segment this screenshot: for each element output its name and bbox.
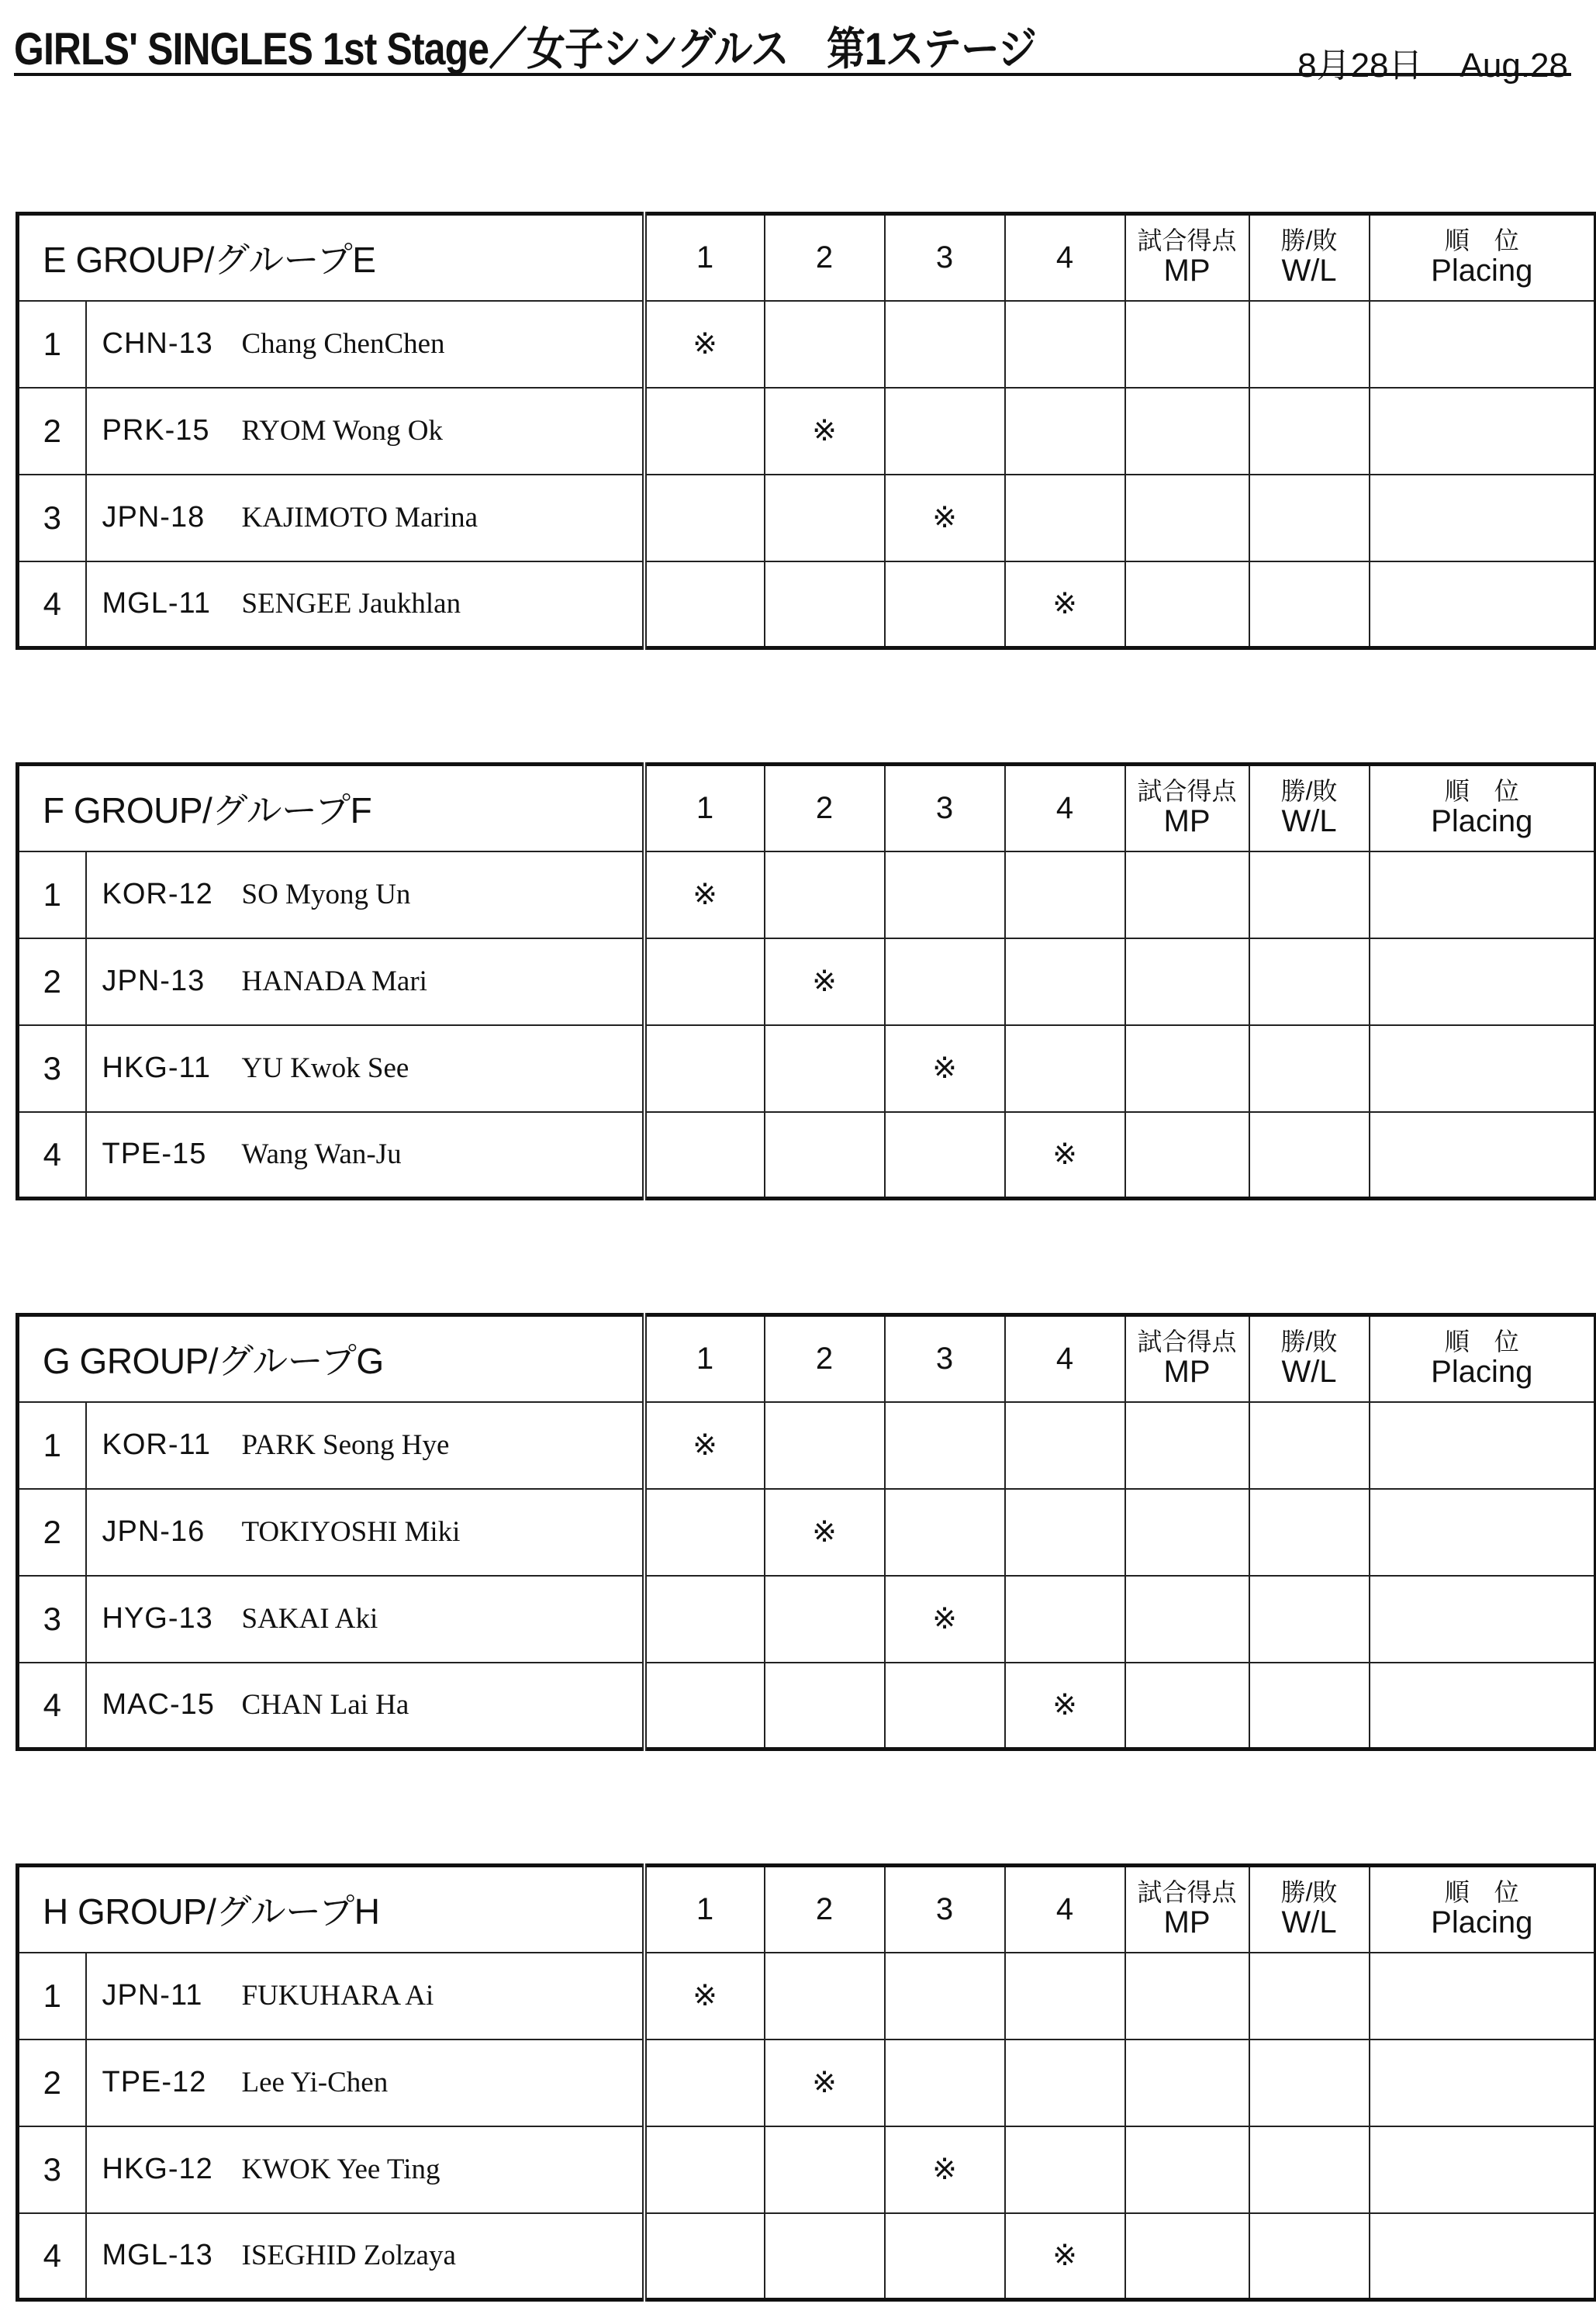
wl-cell	[1249, 1953, 1370, 2040]
mp-column-header-en: MP	[1163, 1905, 1211, 1940]
mp-cell	[1125, 938, 1249, 1025]
player-code: TPE-12	[102, 2066, 207, 2098]
mp-cell	[1125, 1025, 1249, 1112]
score-cell	[885, 1402, 1005, 1489]
player-index: 4	[18, 2213, 86, 2300]
placing-column-header-jp: 順 位	[1444, 226, 1519, 255]
wl-cell	[1249, 561, 1370, 648]
player-name: Wang Wan-Ju	[241, 1138, 402, 1171]
table-row	[18, 2213, 1596, 2300]
opponent-column-header: 4	[1005, 1315, 1125, 1402]
mp-column-header-jp: 試合得点	[1137, 777, 1237, 806]
player-index: 2	[18, 938, 86, 1025]
player-index: 2	[18, 1489, 86, 1576]
mp-cell	[1125, 388, 1249, 475]
player-cell	[86, 1576, 644, 1663]
player-name: SAKAI Aki	[241, 1603, 378, 1635]
placing-column-header	[1370, 214, 1596, 301]
placing-column-header-jp: 順 位	[1444, 1878, 1519, 1907]
placing-cell	[1370, 475, 1596, 561]
player-name: YU Kwok See	[241, 1052, 409, 1084]
player-code: KOR-12	[102, 878, 213, 910]
opponent-column-header: 3	[885, 214, 1005, 301]
wl-cell	[1249, 851, 1370, 938]
mp-column-header-en: MP	[1163, 804, 1211, 839]
date-en: Aug.28	[1460, 47, 1568, 85]
self-match-mark: ※	[644, 1402, 765, 1489]
score-cell	[885, 561, 1005, 648]
self-match-mark: ※	[644, 301, 765, 388]
player-index: 4	[18, 1663, 86, 1749]
self-match-mark: ※	[885, 1025, 1005, 1112]
table-row	[18, 1953, 1596, 2040]
score-cell	[1005, 938, 1125, 1025]
self-match-mark: ※	[1005, 1112, 1125, 1199]
placing-cell	[1370, 2213, 1596, 2300]
placing-cell	[1370, 938, 1596, 1025]
score-cell	[1005, 388, 1125, 475]
wl-column-header-jp: 勝/敗	[1280, 226, 1338, 255]
score-cell	[885, 938, 1005, 1025]
group-name: F GROUP/グループF	[18, 765, 644, 851]
score-cell	[885, 1489, 1005, 1576]
group-table	[16, 762, 1596, 1200]
score-cell	[885, 2213, 1005, 2300]
score-cell	[644, 1112, 765, 1199]
wl-column-header-jp: 勝/敗	[1280, 1878, 1338, 1907]
score-cell	[765, 561, 885, 648]
score-cell	[765, 2126, 885, 2213]
player-cell	[86, 851, 644, 938]
wl-cell	[1249, 388, 1370, 475]
mp-cell	[1125, 1576, 1249, 1663]
table-row	[18, 1112, 1596, 1199]
wl-column-header	[1249, 1866, 1370, 1953]
mp-cell	[1125, 1489, 1249, 1576]
self-match-mark: ※	[885, 1576, 1005, 1663]
mp-column-header-en: MP	[1163, 254, 1211, 288]
player-cell	[86, 938, 644, 1025]
placing-cell	[1370, 2040, 1596, 2126]
self-match-mark: ※	[1005, 2213, 1125, 2300]
player-name: FUKUHARA Ai	[241, 1980, 434, 2012]
player-cell	[86, 561, 644, 648]
table-row	[18, 1576, 1596, 1663]
wl-column-header-jp: 勝/敗	[1280, 777, 1338, 806]
player-name: SO Myong Un	[241, 879, 411, 910]
player-name: HANADA Mari	[241, 965, 427, 997]
placing-cell	[1370, 851, 1596, 938]
score-cell	[644, 2126, 765, 2213]
mp-cell	[1125, 1953, 1249, 2040]
score-cell	[885, 1112, 1005, 1199]
player-index: 1	[18, 301, 86, 388]
wl-cell	[1249, 1112, 1370, 1199]
self-match-mark: ※	[765, 938, 885, 1025]
player-code: TPE-15	[102, 1138, 207, 1171]
score-cell	[1005, 475, 1125, 561]
player-name: SENGEE Jaukhlan	[241, 588, 461, 620]
score-cell	[1005, 1025, 1125, 1112]
player-name: KAJIMOTO Marina	[241, 502, 478, 534]
wl-column-header	[1249, 1315, 1370, 1402]
player-index: 2	[18, 2040, 86, 2126]
player-code: HKG-11	[102, 1052, 211, 1084]
table-row	[18, 851, 1596, 938]
player-cell	[86, 301, 644, 388]
group-header-row	[18, 214, 1596, 301]
self-match-mark: ※	[765, 388, 885, 475]
player-code: HYG-13	[102, 1602, 213, 1635]
mp-cell	[1125, 2213, 1249, 2300]
score-cell	[765, 1402, 885, 1489]
opponent-column-header: 2	[765, 1315, 885, 1402]
wl-cell	[1249, 1402, 1370, 1489]
mp-column-header-jp: 試合得点	[1137, 1878, 1237, 1907]
score-cell	[644, 475, 765, 561]
mp-column-header	[1125, 214, 1249, 301]
wl-cell	[1249, 2213, 1370, 2300]
table-row	[18, 938, 1596, 1025]
player-code: HKG-12	[102, 2153, 213, 2185]
wl-cell	[1249, 1576, 1370, 1663]
table-row	[18, 1663, 1596, 1749]
mp-column-header-jp: 試合得点	[1137, 226, 1237, 255]
mp-cell	[1125, 1663, 1249, 1749]
mp-column-header-en: MP	[1163, 1355, 1211, 1390]
placing-column-header-en: Placing	[1431, 1355, 1533, 1390]
score-cell	[765, 301, 885, 388]
score-cell	[885, 1663, 1005, 1749]
placing-cell	[1370, 1112, 1596, 1199]
score-cell	[1005, 1489, 1125, 1576]
player-code: MGL-11	[102, 587, 211, 620]
score-cell	[765, 1576, 885, 1663]
player-index: 4	[18, 1112, 86, 1199]
opponent-column-header: 4	[1005, 1866, 1125, 1953]
self-match-mark: ※	[885, 475, 1005, 561]
player-cell	[86, 475, 644, 561]
table-row	[18, 2040, 1596, 2126]
score-cell	[765, 851, 885, 938]
opponent-column-header: 1	[644, 1315, 765, 1402]
mp-cell	[1125, 851, 1249, 938]
player-index: 1	[18, 851, 86, 938]
placing-cell	[1370, 561, 1596, 648]
score-cell	[1005, 2040, 1125, 2126]
placing-column-header-en: Placing	[1431, 804, 1533, 839]
mp-column-header	[1125, 765, 1249, 851]
score-cell	[644, 388, 765, 475]
player-cell	[86, 1489, 644, 1576]
opponent-column-header: 1	[644, 765, 765, 851]
player-index: 1	[18, 1402, 86, 1489]
self-match-mark: ※	[765, 1489, 885, 1576]
wl-column-header	[1249, 765, 1370, 851]
self-match-mark: ※	[885, 2126, 1005, 2213]
wl-column-header-en: W/L	[1281, 1905, 1337, 1940]
placing-cell	[1370, 2126, 1596, 2213]
player-index: 1	[18, 1953, 86, 2040]
group-header-row	[18, 1866, 1596, 1953]
opponent-column-header: 4	[1005, 765, 1125, 851]
mp-cell	[1125, 475, 1249, 561]
player-cell	[86, 388, 644, 475]
player-code: KOR-11	[102, 1428, 211, 1461]
score-cell	[644, 561, 765, 648]
mp-column-header-jp: 試合得点	[1137, 1328, 1237, 1356]
player-name: RYOM Wong Ok	[241, 415, 443, 447]
mp-cell	[1125, 1402, 1249, 1489]
player-cell	[86, 1025, 644, 1112]
player-name: Lee Yi-Chen	[241, 2067, 389, 2098]
mp-cell	[1125, 561, 1249, 648]
placing-column-header	[1370, 765, 1596, 851]
score-cell	[644, 1025, 765, 1112]
opponent-column-header: 3	[885, 1866, 1005, 1953]
table-row	[18, 388, 1596, 475]
wl-cell	[1249, 1025, 1370, 1112]
page-header	[14, 8, 1571, 85]
placing-cell	[1370, 1576, 1596, 1663]
score-cell	[644, 2213, 765, 2300]
player-code: JPN-18	[102, 501, 206, 534]
score-cell	[885, 388, 1005, 475]
score-cell	[885, 1953, 1005, 2040]
player-code: MGL-13	[102, 2239, 213, 2272]
score-cell	[644, 1489, 765, 1576]
opponent-column-header: 3	[885, 1315, 1005, 1402]
player-index: 3	[18, 1025, 86, 1112]
self-match-mark: ※	[1005, 1663, 1125, 1749]
player-cell	[86, 1112, 644, 1199]
mp-cell	[1125, 2126, 1249, 2213]
opponent-column-header: 2	[765, 214, 885, 301]
wl-cell	[1249, 475, 1370, 561]
score-cell	[644, 1576, 765, 1663]
score-cell	[644, 1663, 765, 1749]
table-row	[18, 1402, 1596, 1489]
wl-cell	[1249, 2040, 1370, 2126]
placing-column-header-en: Placing	[1431, 1905, 1533, 1940]
group-table	[16, 1863, 1596, 2302]
score-cell	[1005, 1953, 1125, 2040]
group-name: E GROUP/グループE	[18, 214, 644, 301]
wl-cell	[1249, 2126, 1370, 2213]
table-row	[18, 301, 1596, 388]
score-cell	[765, 1025, 885, 1112]
placing-cell	[1370, 301, 1596, 388]
wl-column-header-en: W/L	[1281, 1355, 1337, 1390]
player-name: Chang ChenChen	[241, 328, 445, 360]
player-code: JPN-13	[102, 965, 206, 997]
mp-cell	[1125, 301, 1249, 388]
score-cell	[1005, 1402, 1125, 1489]
score-cell	[1005, 301, 1125, 388]
score-cell	[765, 1953, 885, 2040]
opponent-column-header: 4	[1005, 214, 1125, 301]
player-index: 3	[18, 1576, 86, 1663]
player-cell	[86, 1663, 644, 1749]
score-cell	[644, 938, 765, 1025]
table-row	[18, 2126, 1596, 2213]
score-cell	[765, 1112, 885, 1199]
wl-cell	[1249, 1489, 1370, 1576]
placing-cell	[1370, 1489, 1596, 1576]
player-index: 2	[18, 388, 86, 475]
player-name: CHAN Lai Ha	[241, 1689, 409, 1722]
player-code: JPN-11	[102, 1979, 203, 2012]
placing-column-header	[1370, 1866, 1596, 1953]
player-name: KWOK Yee Ting	[241, 2153, 440, 2185]
player-name: TOKIYOSHI Miki	[241, 1516, 461, 1548]
placing-column-header-jp: 順 位	[1444, 777, 1519, 806]
score-cell	[885, 301, 1005, 388]
wl-column-header-en: W/L	[1281, 804, 1337, 839]
placing-cell	[1370, 1025, 1596, 1112]
opponent-column-header: 1	[644, 1866, 765, 1953]
player-name: PARK Seong Hye	[241, 1429, 450, 1461]
table-row	[18, 475, 1596, 561]
opponent-column-header: 1	[644, 214, 765, 301]
score-cell	[765, 1663, 885, 1749]
score-cell	[1005, 2126, 1125, 2213]
mp-cell	[1125, 1112, 1249, 1199]
table-row	[18, 1025, 1596, 1112]
group-name: G GROUP/グループG	[18, 1315, 644, 1402]
player-cell	[86, 1402, 644, 1489]
placing-column-header-en: Placing	[1431, 254, 1533, 288]
player-index: 3	[18, 475, 86, 561]
player-cell	[86, 2126, 644, 2213]
placing-cell	[1370, 388, 1596, 475]
mp-column-header	[1125, 1315, 1249, 1402]
player-cell	[86, 2213, 644, 2300]
player-code: MAC-15	[102, 1688, 215, 1722]
placing-cell	[1370, 1663, 1596, 1749]
player-cell	[86, 1953, 644, 2040]
group-header-row	[18, 765, 1596, 851]
placing-column-header	[1370, 1315, 1596, 1402]
score-cell	[765, 2213, 885, 2300]
event-date	[1297, 37, 1568, 87]
player-name: ISEGHID Zolzaya	[241, 2240, 456, 2272]
placing-cell	[1370, 1402, 1596, 1489]
placing-cell	[1370, 1953, 1596, 2040]
self-match-mark: ※	[765, 2040, 885, 2126]
opponent-column-header: 3	[885, 765, 1005, 851]
opponent-column-header: 2	[765, 1866, 885, 1953]
page-title: GIRLS' SINGLES 1st Stage／女子シングルス 第1ステージ	[14, 24, 1037, 74]
wl-cell	[1249, 1663, 1370, 1749]
wl-cell	[1249, 301, 1370, 388]
group-name: H GROUP/グループH	[18, 1866, 644, 1953]
player-index: 4	[18, 561, 86, 648]
group-header-row	[18, 1315, 1596, 1402]
score-cell	[885, 2040, 1005, 2126]
wl-cell	[1249, 938, 1370, 1025]
self-match-mark: ※	[644, 1953, 765, 2040]
opponent-column-header: 2	[765, 765, 885, 851]
mp-column-header	[1125, 1866, 1249, 1953]
score-cell	[1005, 1576, 1125, 1663]
player-code: PRK-15	[102, 414, 210, 447]
group-table	[16, 1313, 1596, 1751]
placing-column-header-jp: 順 位	[1444, 1328, 1519, 1356]
score-cell	[644, 2040, 765, 2126]
group-table	[16, 212, 1596, 650]
score-cell	[1005, 851, 1125, 938]
table-row	[18, 1489, 1596, 1576]
wl-column-header-en: W/L	[1281, 254, 1337, 288]
self-match-mark: ※	[644, 851, 765, 938]
self-match-mark: ※	[1005, 561, 1125, 648]
mp-cell	[1125, 2040, 1249, 2126]
player-index: 3	[18, 2126, 86, 2213]
date-jp: 8月28日	[1297, 47, 1423, 85]
table-row	[18, 561, 1596, 648]
player-code: CHN-13	[102, 327, 213, 360]
player-code: JPN-16	[102, 1515, 206, 1548]
score-cell	[885, 851, 1005, 938]
player-cell	[86, 2040, 644, 2126]
score-cell	[765, 475, 885, 561]
wl-column-header-jp: 勝/敗	[1280, 1328, 1338, 1356]
wl-column-header	[1249, 214, 1370, 301]
